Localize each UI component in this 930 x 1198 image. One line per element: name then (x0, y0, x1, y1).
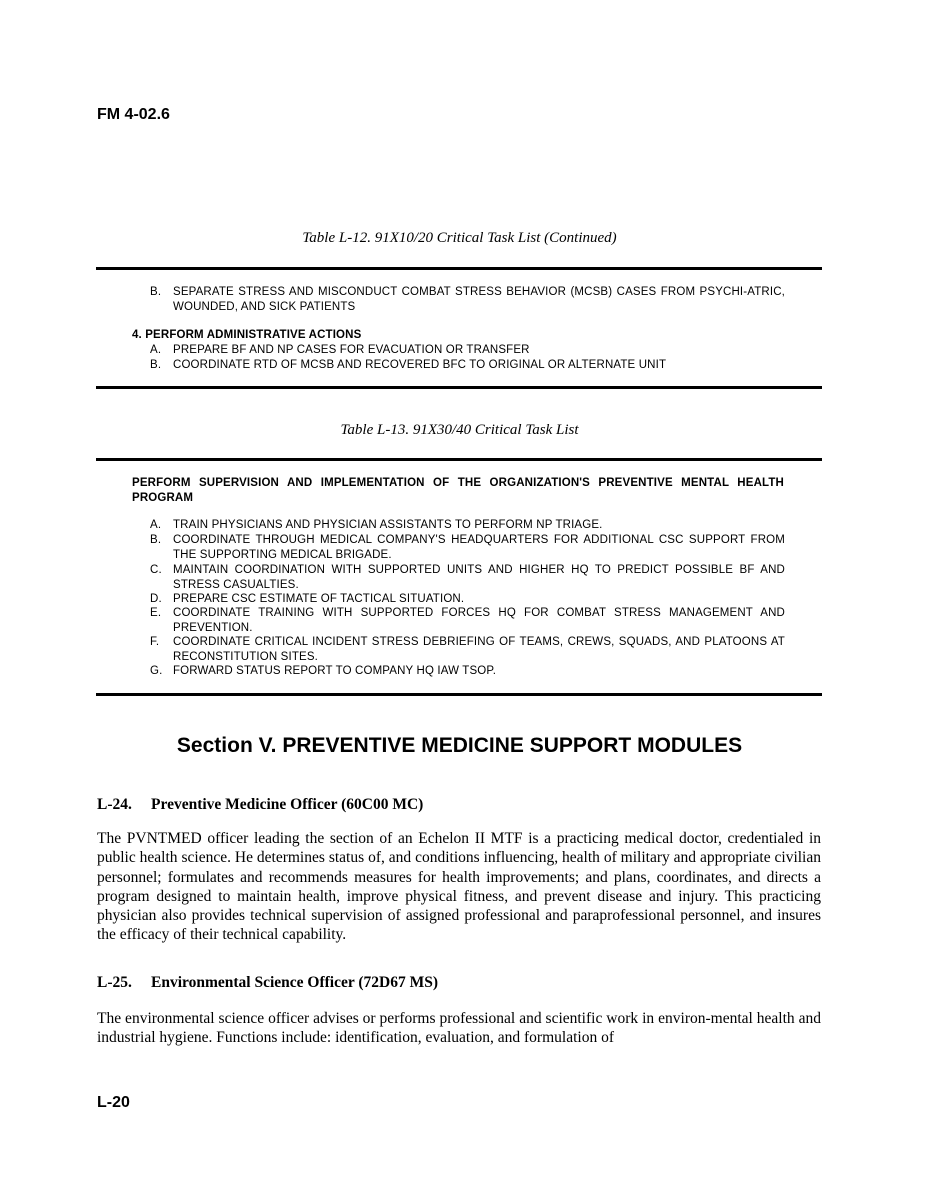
item-letter: G. (150, 665, 163, 677)
paragraph-number: L-24. (97, 796, 132, 813)
item-letter: F. (150, 636, 160, 648)
table-l13-heading: PERFORM SUPERVISION AND IMPLEMENTATION OF THE ORGANIZATION'S PREVENTIVE MENTAL HEALTH PROGRAM (132, 477, 784, 504)
paragraph-title: Preventive Medicine Officer (60C00 MC) (151, 796, 424, 813)
item-letter: B. (150, 359, 162, 371)
item-text: TRAIN PHYSICIANS AND PHYSICIAN ASSISTANTS TO PERFORM NP TRIAGE. (173, 519, 603, 531)
item-text: MAINTAIN COORDINATION WITH SUPPORTED UNITS AND HIGHER HQ TO PREDICT POSSIBLE BF AND STRESS CASUALTIES. (173, 564, 785, 591)
item-text: PREPARE CSC ESTIMATE OF TACTICAL SITUATION. (173, 593, 465, 605)
task-4-heading: 4. PERFORM ADMINISTRATIVE ACTIONS (132, 329, 362, 341)
table-l13-caption: Table L-13. 91X30/40 Critical Task List (340, 422, 579, 438)
table-l13-bottom-rule (96, 693, 822, 696)
item-text: COORDINATE RTD OF MCSB AND RECOVERED BFC TO ORIGINAL OR ALTERNATE UNIT (173, 359, 667, 371)
page-number: L-20 (97, 1094, 130, 1111)
item-letter: A. (150, 519, 162, 531)
item-text: COORDINATE TRAINING WITH SUPPORTED FORCES HQ FOR COMBAT STRESS MANAGEMENT AND PREVENTION. (173, 607, 785, 634)
table-l12-caption: Table L-12. 91X10/20 Critical Task List (Continued) (302, 230, 617, 246)
item-letter: A. (150, 344, 162, 356)
paragraph-heading (97, 974, 438, 992)
item-letter: B. (150, 286, 162, 298)
item-text: PREPARE BF AND NP CASES FOR EVACUATION OR TRANSFER (173, 344, 530, 356)
table-l13-top-rule (96, 458, 822, 461)
item-letter: E. (150, 607, 162, 619)
paragraph-body: The environmental science officer advises or performs professional and scientific work in environ-mental health and industrial hygiene. Functions include: identification, evaluation, and formulation of (97, 1010, 821, 1047)
item-text: FORWARD STATUS REPORT TO COMPANY HQ IAW TSOP. (173, 665, 497, 677)
item-text: COORDINATE CRITICAL INCIDENT STRESS DEBRIEFING OF TEAMS, CREWS, SQUADS, AND PLATOONS AT RECONSTITUTION SITES. (173, 636, 785, 663)
table-l12-top-rule (96, 267, 822, 270)
item-letter: C. (150, 564, 162, 576)
item-letter: D. (150, 593, 162, 605)
section-title: Section V. PREVENTIVE MEDICINE SUPPORT MODULES (176, 734, 743, 757)
document-id-header: FM 4-02.6 (97, 106, 170, 123)
item-letter: B. (150, 534, 162, 546)
paragraph-title: Environmental Science Officer (72D67 MS) (151, 974, 438, 991)
table-l12-bottom-rule (96, 386, 822, 389)
paragraph-number: L-25. (97, 974, 132, 991)
paragraph-body: The PVNTMED officer leading the section of an Echelon II MTF is a practicing medical doctor, credentialed in public health science. He determines status of, and conditions influencing, health of military and appropriate civilian personnel; formulates and recommends measures for health improvements; and plans, coordinates, and directs a program designed to maintain health, improve physical fitness, and prevent disease and injury. This practicing physician also provides technical supervision of assigned professional and paraprofessional personnel, and insures the efficacy of their technical capability. (97, 830, 821, 944)
item-text: SEPARATE STRESS AND MISCONDUCT COMBAT STRESS BEHAVIOR (MCSB) CASES FROM PSYCHI-ATRIC, WOUNDED, AND SICK PATIENTS (173, 286, 785, 313)
paragraph-heading (97, 796, 423, 814)
item-text: COORDINATE THROUGH MEDICAL COMPANY'S HEADQUARTERS FOR ADDITIONAL CSC SUPPORT FROM THE SUPPORTING MEDICAL BRIGADE. (173, 534, 785, 561)
